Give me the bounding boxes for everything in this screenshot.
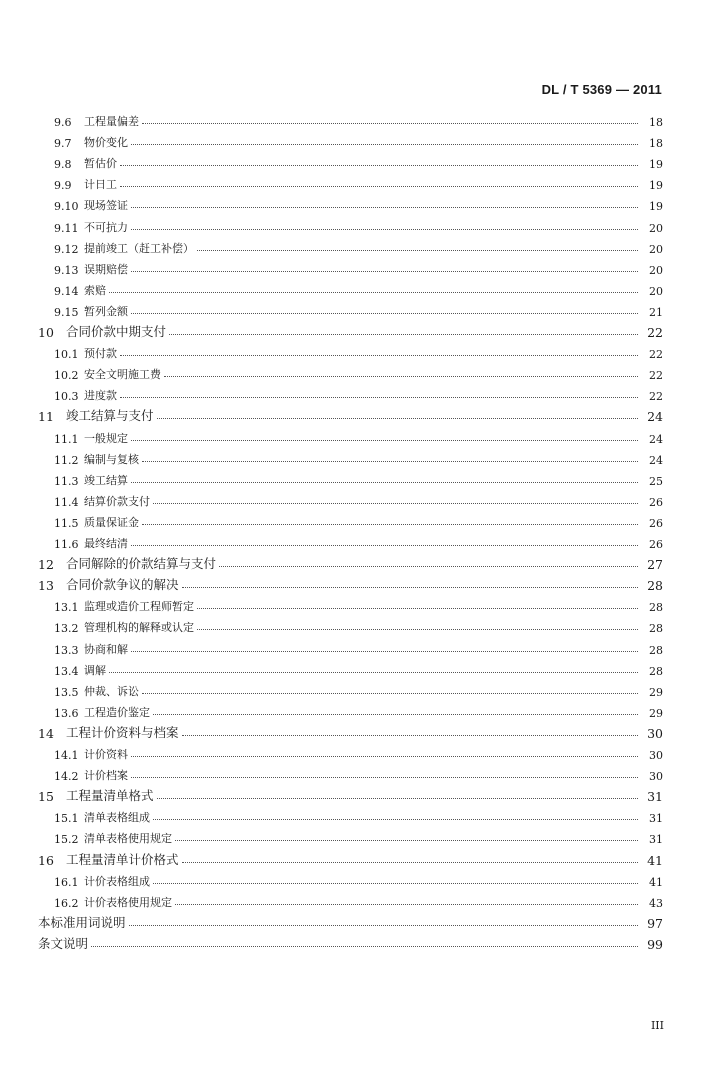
toc-entry-number: 9.11 [54, 221, 79, 235]
toc-entry-number: 13.5 [54, 685, 79, 699]
toc-entry-page: 22 [649, 348, 663, 362]
toc-entry-page: 28 [649, 601, 663, 615]
toc-entry-page: 28 [649, 622, 663, 636]
toc-entry-page: 21 [649, 305, 663, 319]
toc-entry-number: 14 [38, 725, 54, 741]
dot-leader [131, 312, 638, 314]
toc-entry[interactable] [0, 762, 720, 783]
toc-entry-page: 22 [649, 369, 663, 383]
dot-leader [131, 650, 638, 652]
toc-entry-page: 20 [649, 242, 663, 256]
toc-entry[interactable] [0, 488, 720, 509]
toc-entry-title: 物价变化 [84, 136, 128, 150]
toc-entry-page: 25 [649, 474, 663, 488]
toc-entry-page: 26 [649, 538, 663, 551]
dot-leader [131, 544, 638, 546]
toc-entry-page: 99 [647, 936, 663, 952]
toc-entry-number: 9.6 [54, 116, 72, 129]
dot-leader [131, 270, 638, 272]
dot-leader [142, 122, 638, 124]
dot-leader [91, 945, 638, 947]
toc-entry[interactable] [0, 825, 720, 846]
dot-leader [153, 818, 638, 820]
toc-entry-title: 管理机构的解释或认定 [84, 621, 194, 635]
toc-entry-page: 19 [649, 158, 663, 172]
toc-entry-title: 提前竣工（赶工补偿） [84, 241, 194, 255]
dot-leader [157, 417, 638, 419]
dot-leader [109, 671, 638, 673]
toc-entry-title: 一般规定 [84, 431, 128, 445]
toc-entry-title: 清单表格使用规定 [84, 832, 172, 846]
dot-leader [142, 692, 638, 694]
toc-entry-page: 20 [649, 221, 663, 235]
toc-entry-number: 15.1 [54, 812, 79, 826]
toc-entry-title: 安全文明施工费 [84, 368, 161, 382]
toc-entry-page: 31 [649, 812, 663, 826]
toc-entry-number: 9.15 [54, 305, 79, 319]
dot-leader [153, 882, 638, 884]
toc-entry-number: 15.2 [54, 833, 79, 847]
toc-entry-title: 现场签证 [84, 199, 128, 213]
toc-entry-title: 调解 [84, 663, 106, 677]
dot-leader [131, 776, 638, 778]
toc-entry[interactable] [0, 530, 720, 551]
dot-leader [131, 206, 638, 208]
toc-entry[interactable] [0, 382, 720, 403]
toc-entry-page: 30 [647, 725, 663, 741]
toc-entry[interactable] [0, 804, 720, 825]
toc-entry-page: 18 [649, 116, 663, 129]
toc-entry-title: 进度款 [84, 389, 117, 403]
dot-leader [219, 565, 638, 567]
toc-entry[interactable] [0, 214, 720, 235]
toc-entry-title: 预付款 [84, 347, 117, 361]
toc-entry-number: 16.1 [54, 875, 79, 889]
toc-entry-page: 26 [649, 516, 663, 530]
dot-leader [175, 839, 638, 841]
toc-entry[interactable] [0, 699, 720, 720]
toc-entry-title: 计价表格组成 [84, 874, 150, 888]
toc-entry-title: 协商和解 [84, 642, 128, 656]
toc-entry-page: 20 [649, 263, 663, 277]
toc-entry-page: 19 [649, 200, 663, 214]
toc-entry[interactable] [0, 403, 720, 424]
toc-entry-title: 竣工结算与支付 [66, 408, 154, 424]
dot-leader [197, 628, 638, 630]
toc-entry[interactable] [0, 467, 720, 488]
toc-entry[interactable] [0, 319, 720, 340]
toc-entry-title: 合同价款中期支付 [66, 324, 167, 339]
toc-entry-title: 工程量清单格式 [66, 788, 154, 804]
dot-leader [164, 375, 638, 377]
toc-entry-page: 29 [649, 685, 663, 699]
toc-entry[interactable] [0, 509, 720, 530]
toc-entry-title: 暂估价 [84, 157, 117, 171]
toc-entry[interactable] [0, 931, 720, 952]
toc-entry-number: 15 [38, 789, 54, 805]
dot-leader [120, 164, 638, 166]
page-number: III [650, 1019, 664, 1032]
toc-entry-number: 12 [38, 557, 54, 573]
toc-entry-title: 质量保证金 [84, 515, 139, 529]
toc-entry-number: 16.2 [54, 896, 79, 910]
toc-entry-number: 14.1 [54, 749, 79, 762]
toc-entry-number: 10.2 [54, 369, 79, 383]
toc-entry-page: 18 [649, 137, 663, 151]
toc-entry-page: 20 [649, 284, 663, 298]
dot-leader [182, 861, 638, 863]
toc-entry-title: 本标准用词说明 [38, 914, 126, 930]
toc-entry[interactable] [0, 783, 720, 804]
toc-entry-page: 24 [649, 432, 663, 446]
toc-entry-number: 10 [38, 325, 54, 340]
toc-entry-number: 10.3 [54, 390, 79, 404]
toc-entry[interactable] [0, 361, 720, 382]
toc-entry-number: 13.1 [54, 601, 79, 615]
toc-entry[interactable] [0, 910, 720, 931]
toc-entry-page: 41 [647, 852, 663, 868]
toc-entry[interactable] [0, 256, 720, 277]
toc-entry-number: 11.1 [54, 432, 79, 446]
toc-entry-number: 11.4 [54, 495, 79, 509]
toc-entry-title: 计价资料 [84, 748, 128, 761]
toc-entry-number: 11.6 [54, 538, 79, 551]
toc-entry-number: 9.12 [54, 242, 79, 256]
toc-entry-number: 13.6 [54, 706, 79, 720]
toc-entry-number: 9.14 [54, 284, 79, 298]
dot-leader [197, 249, 638, 251]
toc-entry-title: 清单表格组成 [84, 811, 150, 825]
dot-leader [142, 460, 638, 462]
toc-entry-title: 误期赔偿 [84, 262, 128, 276]
toc-entry[interactable] [0, 277, 720, 298]
toc-entry[interactable] [0, 235, 720, 256]
toc-entry[interactable] [0, 425, 720, 446]
toc-entry[interactable] [0, 593, 720, 614]
toc-entry-page: 30 [649, 749, 663, 762]
dot-leader [120, 185, 638, 187]
toc-entry-page: 19 [649, 179, 663, 193]
dot-leader [157, 797, 638, 799]
toc-entry[interactable] [0, 150, 720, 171]
toc-entry-page: 27 [647, 557, 663, 573]
toc-entry[interactable] [0, 889, 720, 910]
toc-entry-number: 13 [38, 578, 54, 594]
toc-entry[interactable] [0, 614, 720, 635]
toc-entry-number: 11.5 [54, 516, 79, 530]
toc-entry[interactable] [0, 847, 720, 868]
toc-entry-title: 合同解除的价款结算与支付 [66, 556, 217, 572]
toc-entry-title: 工程量偏差 [84, 115, 139, 128]
toc-entry-title: 计价表格使用规定 [84, 895, 172, 909]
toc-entry[interactable] [0, 741, 720, 762]
toc-entry[interactable] [0, 551, 720, 572]
toc-entry-title: 不可抗力 [84, 220, 128, 234]
dot-leader [175, 903, 638, 905]
toc-entry-title: 条文说明 [38, 935, 89, 951]
toc-entry-title: 工程计价资料与档案 [66, 724, 179, 740]
toc-entry[interactable] [0, 108, 720, 129]
toc-entry-title: 工程量清单计价格式 [66, 851, 179, 867]
toc-entry-page: 97 [647, 915, 663, 931]
dot-leader [142, 523, 638, 525]
toc-entry-number: 9.9 [54, 179, 72, 193]
toc-entry-page: 26 [649, 495, 663, 509]
dot-leader [182, 734, 638, 736]
toc-entry-title: 监理或造价工程师暂定 [84, 600, 194, 614]
toc-entry-title: 索赔 [84, 283, 106, 297]
toc-entry-title: 最终结清 [84, 537, 128, 550]
dot-leader [109, 291, 638, 293]
toc-entry-number: 10.1 [54, 348, 79, 362]
toc-entry-number: 13.3 [54, 643, 79, 657]
toc-entry-number: 14.2 [54, 770, 79, 784]
toc-entry-page: 43 [649, 896, 663, 910]
toc-entry-title: 编制与复核 [84, 452, 139, 466]
toc-entry-page: 31 [647, 789, 663, 805]
toc-entry[interactable] [0, 171, 720, 192]
dot-leader [131, 755, 638, 757]
toc-entry[interactable] [0, 720, 720, 741]
toc-entry[interactable] [0, 657, 720, 678]
toc-entry[interactable] [0, 678, 720, 699]
toc-entry[interactable] [0, 446, 720, 467]
dot-leader [153, 713, 638, 715]
toc-entry-page: 22 [649, 390, 663, 404]
toc-entry-number: 9.8 [54, 158, 72, 172]
toc-entry-page: 41 [649, 875, 663, 889]
dot-leader [182, 586, 638, 588]
toc-entry-title: 暂列金额 [84, 304, 128, 318]
toc-entry[interactable] [0, 572, 720, 593]
toc-entry-number: 9.10 [54, 200, 79, 214]
toc-entry-number: 13.4 [54, 664, 79, 678]
dot-leader [169, 333, 638, 335]
dot-leader [120, 396, 638, 398]
toc-entry-title: 计价档案 [84, 769, 128, 783]
toc-entry[interactable] [0, 298, 720, 319]
toc-entry-title: 合同价款争议的解决 [66, 577, 179, 593]
toc-entry-number: 16 [38, 852, 54, 868]
toc-entry-title: 工程造价鉴定 [84, 705, 150, 719]
toc-entry-page: 28 [649, 643, 663, 657]
toc-entry[interactable] [0, 636, 720, 657]
toc-entry-number: 13.2 [54, 622, 79, 636]
toc-entry[interactable] [0, 340, 720, 361]
toc-entry[interactable] [0, 192, 720, 213]
toc-entry-page: 24 [647, 409, 663, 425]
toc-entry-number: 11.3 [54, 474, 79, 488]
toc-entry-page: 28 [649, 664, 663, 678]
toc-entry-number: 11 [38, 409, 54, 425]
toc-entry-title: 计日工 [84, 178, 117, 192]
toc-entry-number: 9.7 [54, 137, 72, 151]
toc-entry-page: 29 [649, 706, 663, 720]
dot-leader [197, 607, 638, 609]
toc-entry-title: 仲裁、诉讼 [84, 684, 139, 698]
dot-leader [131, 439, 638, 441]
toc-entry-page: 30 [649, 770, 663, 784]
dot-leader [120, 354, 638, 356]
dot-leader [131, 481, 638, 483]
toc-entry-number: 9.13 [54, 263, 79, 277]
toc-entry-page: 22 [647, 325, 663, 340]
toc-entry-title: 结算价款支付 [84, 494, 150, 508]
dot-leader [131, 143, 638, 145]
toc-entry-page: 24 [649, 453, 663, 467]
toc-entry-number: 11.2 [54, 453, 79, 467]
toc-entry[interactable] [0, 868, 720, 889]
standard-code: DL / T 5369 — 2011 [541, 82, 662, 97]
dot-leader [153, 502, 638, 504]
dot-leader [131, 228, 638, 230]
toc-entry-page: 28 [647, 578, 663, 594]
toc-entry-title: 竣工结算 [84, 473, 128, 487]
dot-leader [129, 924, 638, 926]
toc-entry[interactable] [0, 129, 720, 150]
toc-entry-page: 31 [649, 833, 663, 847]
